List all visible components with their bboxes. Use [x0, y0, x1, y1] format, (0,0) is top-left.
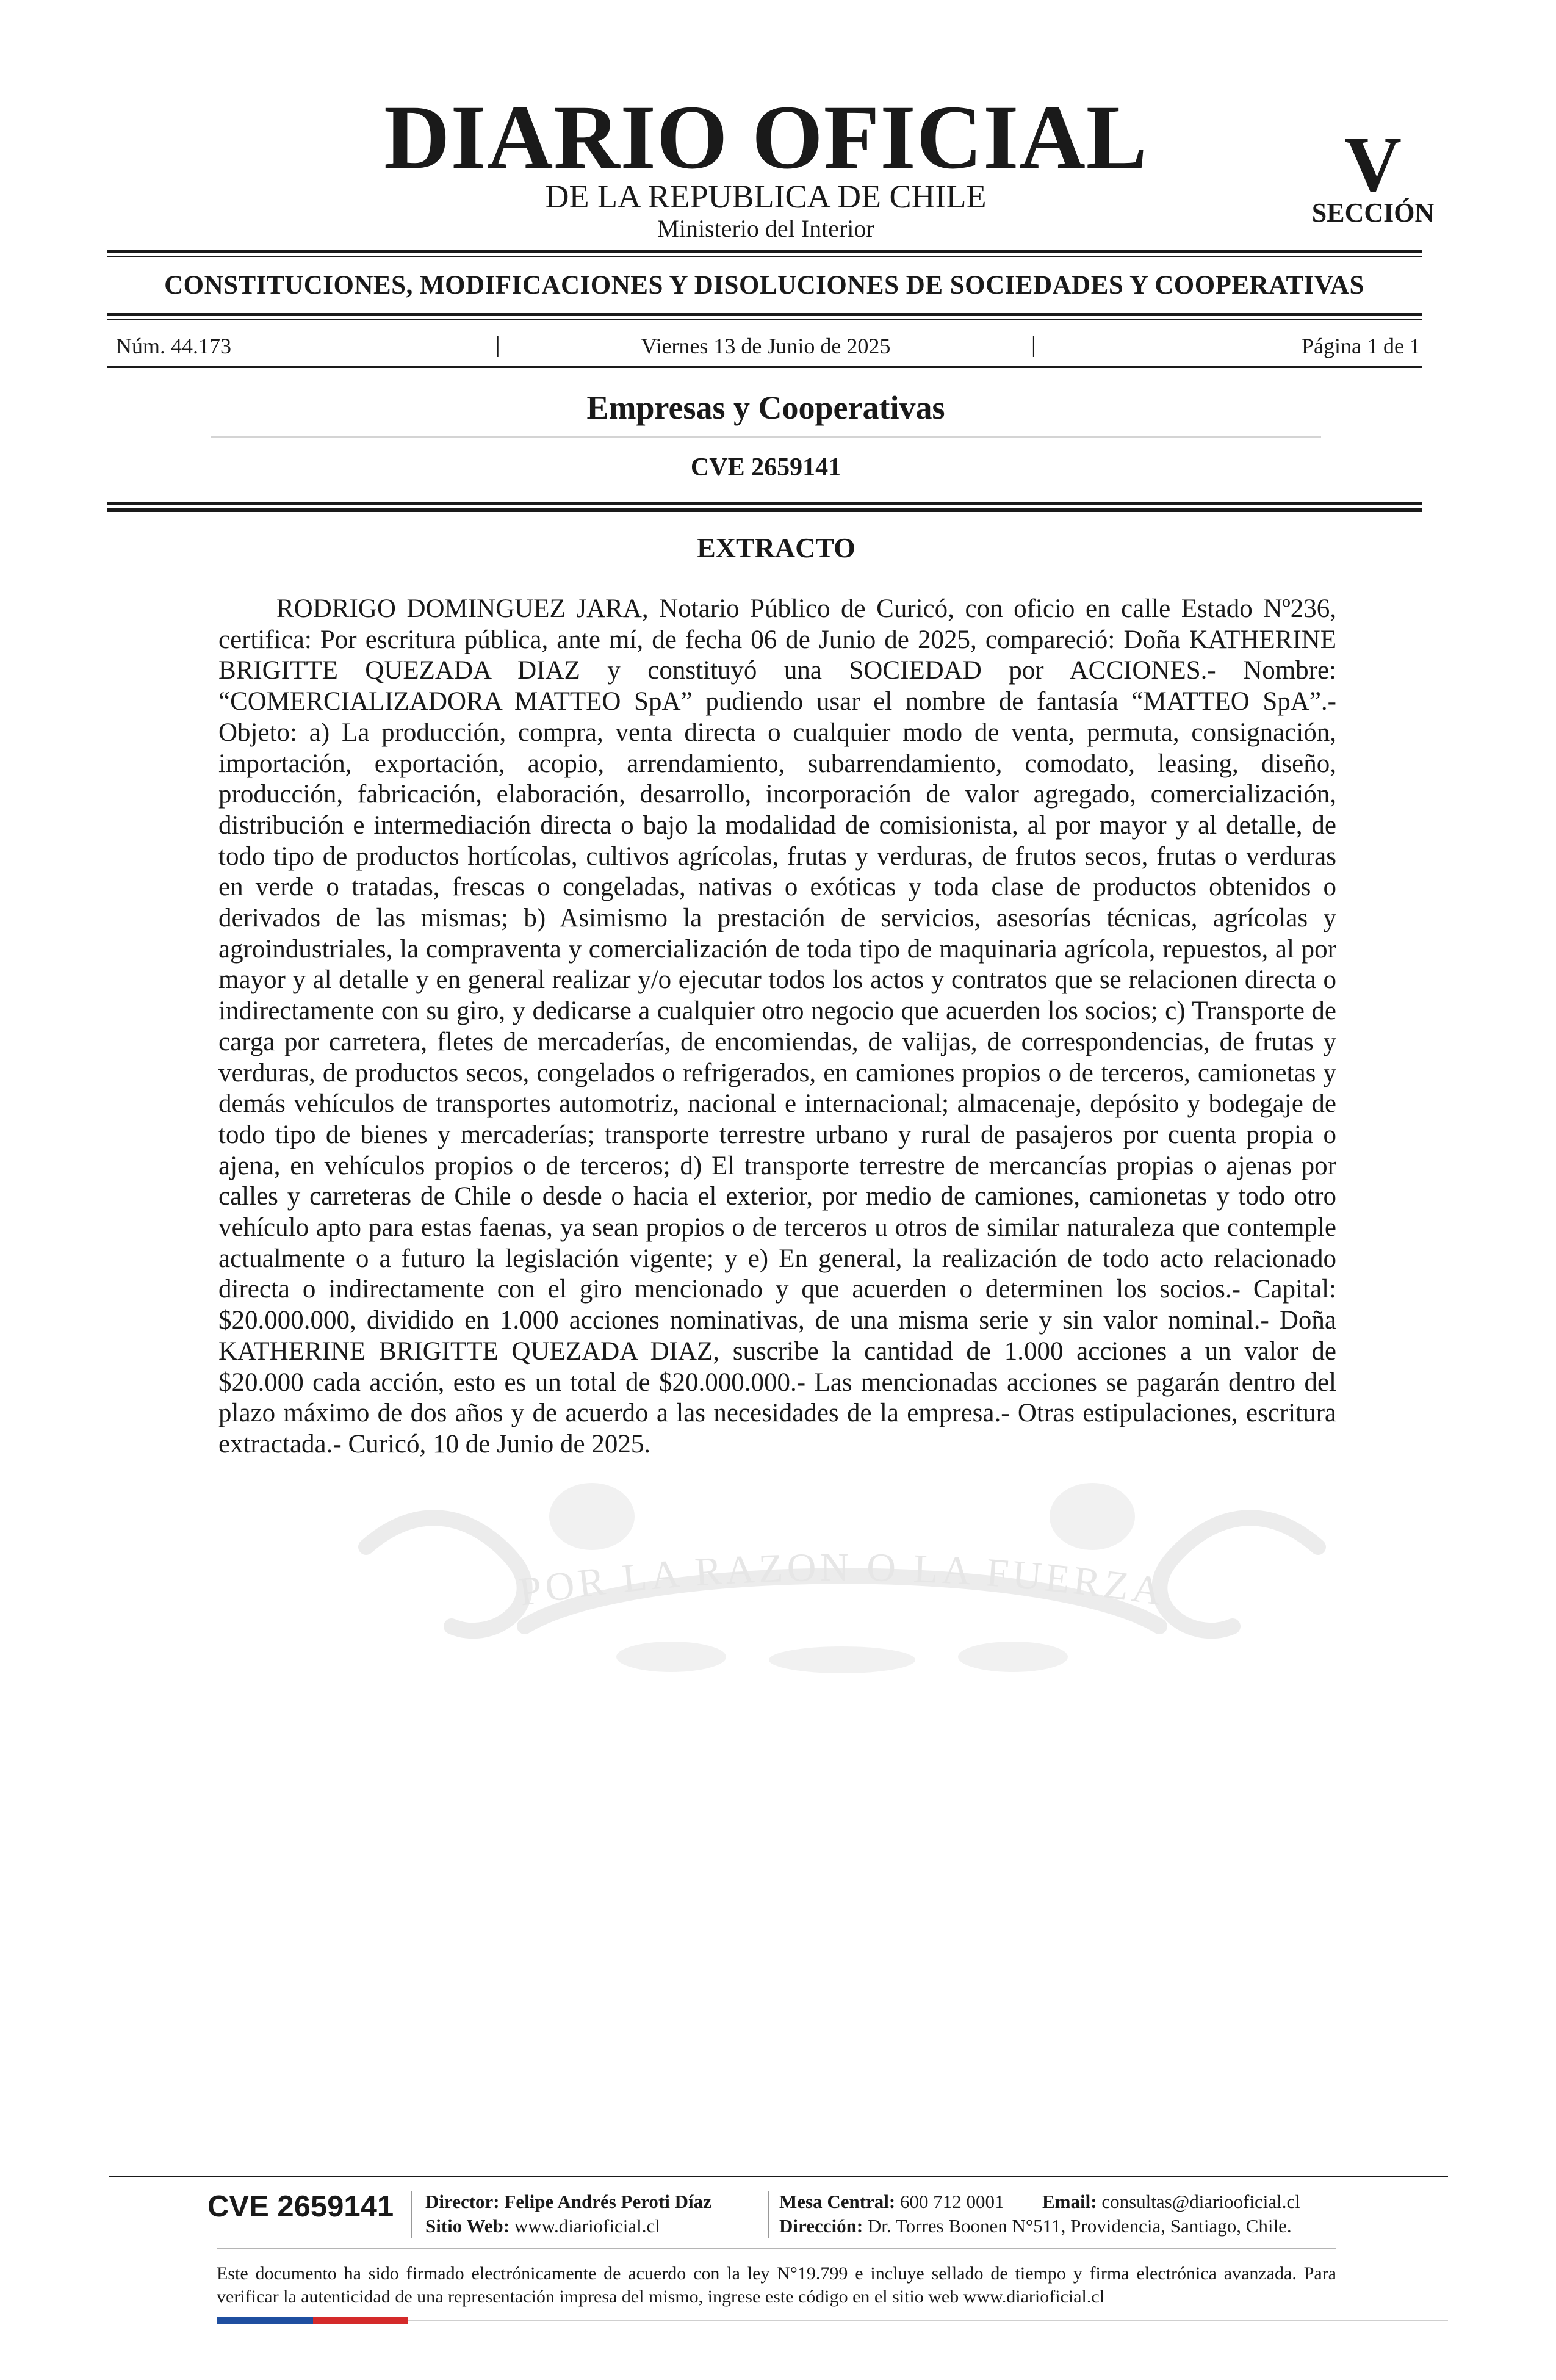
- footer-phone: [779, 2192, 1004, 2211]
- footer-email-label: Email:: [1042, 2191, 1097, 2212]
- masthead-ministry: Ministerio del Interior: [657, 215, 874, 242]
- issue-rule: [107, 366, 1422, 368]
- footer-director-name: Felipe Andrés Peroti Díaz: [504, 2191, 711, 2212]
- issue-date: Viernes 13 de Junio de 2025: [641, 334, 891, 358]
- footer-divider: [411, 2191, 412, 2238]
- masthead-subtitle: DE LA REPUBLICA DE CHILE: [545, 178, 987, 215]
- footer-address: [779, 2216, 1292, 2235]
- cve-rule-thick: [107, 508, 1422, 512]
- category-title: Empresas y Cooperativas: [586, 389, 945, 426]
- footer-rule: [109, 2176, 1448, 2177]
- masthead-rule-top: [107, 250, 1422, 253]
- flag-stripe-blue: [217, 2317, 313, 2324]
- cve-code: CVE 2659141: [690, 453, 841, 481]
- document-heading: EXTRACTO: [697, 532, 855, 563]
- footer-divider: [768, 2191, 769, 2238]
- section-word: SECCIÓN: [1311, 198, 1435, 228]
- issue-separator: |: [1031, 332, 1036, 358]
- seal-motto: POR LA RAZON O LA FUERZA: [516, 1545, 1169, 1615]
- footer-director: [425, 2192, 711, 2211]
- footer-address-label: Dirección:: [779, 2215, 863, 2237]
- masthead-rule-top-thin: [107, 256, 1422, 257]
- footer-email: [1042, 2192, 1300, 2211]
- footer-website: [425, 2216, 660, 2235]
- footer-inner-rule: [217, 2248, 1336, 2249]
- category-rule: [211, 436, 1321, 438]
- footer-address-text: Dr. Torres Boonen N°511, Providencia, Santiago, Chile.: [867, 2215, 1292, 2237]
- footer-website-link[interactable]: www.diarioficial.cl: [514, 2215, 660, 2237]
- section-title: CONSTITUCIONES, MODIFICACIONES Y DISOLUCIONES DE SOCIEDADES Y COOPERATIVAS: [164, 271, 1364, 300]
- section-rule-bottom: [107, 313, 1422, 316]
- issue-page: Página 1 de 1: [1302, 334, 1421, 358]
- footer-cve-code: CVE 2659141: [207, 2190, 394, 2223]
- footer-phone-number: 600 712 0001: [900, 2191, 1004, 2212]
- footer-email-link[interactable]: consultas@diariooficial.cl: [1101, 2191, 1300, 2212]
- footer-legal-note: Este documento ha sido firmado electrónicamente de acuerdo con la ley N°19.799 e incluye sellado de tiempo y firma electrónica avanzada. Para verificar la autenticidad de una representación impresa del mismo, ingrese este código en el sitio web www.diarioficial.cl: [217, 2263, 1336, 2307]
- seal-watermark: [330, 1474, 1355, 1675]
- section-rule-bottom-thin: [107, 319, 1422, 320]
- footer-phone-label: Mesa Central:: [779, 2191, 896, 2212]
- footer-website-label: Sitio Web:: [425, 2215, 510, 2237]
- flag-stripe-rule: [408, 2320, 1448, 2321]
- cve-rule: [107, 502, 1422, 505]
- flag-stripe-red: [313, 2317, 408, 2324]
- extract-body: [218, 594, 1336, 1460]
- issue-number: Núm. 44.173: [116, 334, 231, 358]
- extract-paragraph: RODRIGO DOMINGUEZ JARA, Notario Público de Curicó, con oficio en calle Estado Nº236, certifica: Por escritura pública, ante mí, de fecha 06 de Junio de 2025, compareció: Doña KATHERINE BRIGITTE QUEZADA DIAZ y constituyó una SOCIEDAD por ACCIONES.- Nombre: “COMERCIALIZADORA MATTEO SpA” pudiendo usar el nombre de fantasía “MATTEO SpA”.- Objeto: a) La producción, compra, venta directa o cualquier modo de venta, permuta, consignación, importación, exportación, acopio, arrendamiento, subarrendamiento, comodato, leasing, diseño, producción, fabricación, elaboración, desarrollo, incorporación de valor agregado, comercialización, distribución e intermediación directa o bajo la modalidad de comisionista, al por mayor y al detalle, de todo tipo de productos hortícolas, cultivos agrícolas, frutas y verduras, de frutos secos, frutas o verduras en verde o tratadas, frescas o congeladas, nativas o exóticas y toda clase de productos obtenidos o derivados de las mismas; b) Asimismo la prestación de servicios, asesorías técnicas, agrícolas y agroindustriales, la compraventa y comercialización de toda tipo de maquinaria agrícola, repuestos, al por mayor y al detalle y en general realizar y/o ejecutar todos los actos y contratos que se relacionen directa o indirectamente con su giro, y dedicarse a cualquier otro negocio que acuerden los socios; c) Transporte de carga por carretera, fletes de mercaderías, de encomiendas, de valijas, de correspondencias, de frutas y verduras, de productos secos, congelados o refrigerados, en camiones propios o de terceros, camionetas y demás vehículos de transportes automotriz, nacional e internacional; almacenaje, depósito y bodegaje de todo tipo de bienes y mercaderías; transporte terrestre urbano y rural de pasajeros por cuenta propia o ajena, en vehículos propios o de terceros; d) El transporte terrestre de mercancías propias o ajenas por calles y carreteras de Chile o desde o hacia el exterior, por medio de camiones, camionetas y todo otro vehículo apto para estas faenas, ya sean propios o de terceros u otros de similar naturaleza que contemple actualmente o a futuro la legislación vigente; y e) En general, la realización de todo acto relacionado directa o indirectamente con el giro mencionado y que acuerden o determinen los socios.- Capital: $20.000.000, dividido en 1.000 acciones nominativas, de una misma serie y sin valor nominal.- Doña KATHERINE BRIGITTE QUEZADA DIAZ, suscribe la cantidad de 1.000 acciones a un valor de $20.000 cada acción, esto es un total de $20.000.000.- Las mencionadas acciones se pagarán dentro del plazo máximo de dos años y de acuerdo a las necesidades de la empresa.- Otras estipulaciones, escritura extractada.- Curicó, 10 de Junio de 2025.: [218, 594, 1336, 1459]
- issue-separator: |: [495, 332, 500, 358]
- footer-director-label: Director:: [425, 2191, 500, 2212]
- masthead-title: DIARIO OFICIAL: [384, 87, 1148, 188]
- section-letter: V: [1344, 121, 1402, 209]
